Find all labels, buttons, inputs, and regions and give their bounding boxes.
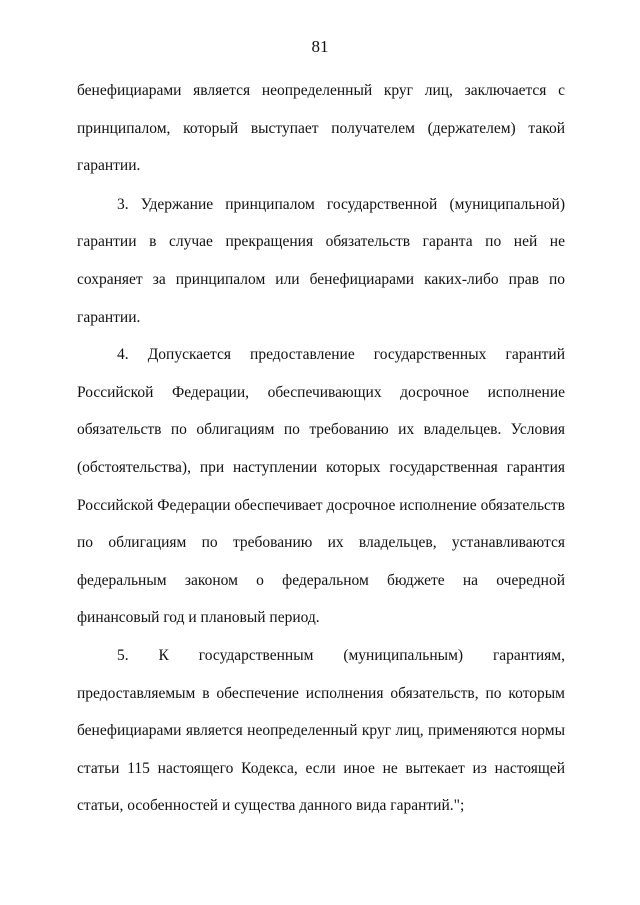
paragraph-item-3: 3. Удержание принципалом государственной (муниципальной) гарантии в случае прекращения обязательств гаранта по ней не сохраняет за принципалом или бенефициарами каких-либо прав по гарантии. [77, 195, 565, 326]
page-number: 81 [311, 37, 329, 56]
paragraph-item-4: 4. Допускается предоставление государственных гарантий Российской Федерации, обеспечивающих досрочное исполнение обязательств по облигациям по требованию их владельцев. Условия (обстоятельства), при наступлении которых государственная гарантия Российской Федерации обеспечивает досрочное исполнение обязательств по облигациям по требованию их владельцев, устанавливаются федеральным законом о федеральном бюджете на очередной финансовый год и плановый период. [77, 346, 565, 627]
paragraph-item-5: 5. К государственным (муниципальным) гарантиям, предоставляемым в обеспечение исполнения обязательств, по которым бенефициарами является неопределенный круг лиц, применяются нормы статьи 115 настоящего Кодекса, если иное не вытекает из настоящей статьи, особенностей и существа данного вида гарантий."; [77, 646, 565, 815]
paragraph-continuation: бенефициарами является неопределенный круг лиц, заключается с принципалом, который выступает получателем (держателем) такой гарантии. [77, 82, 565, 175]
document-body [77, 72, 565, 825]
